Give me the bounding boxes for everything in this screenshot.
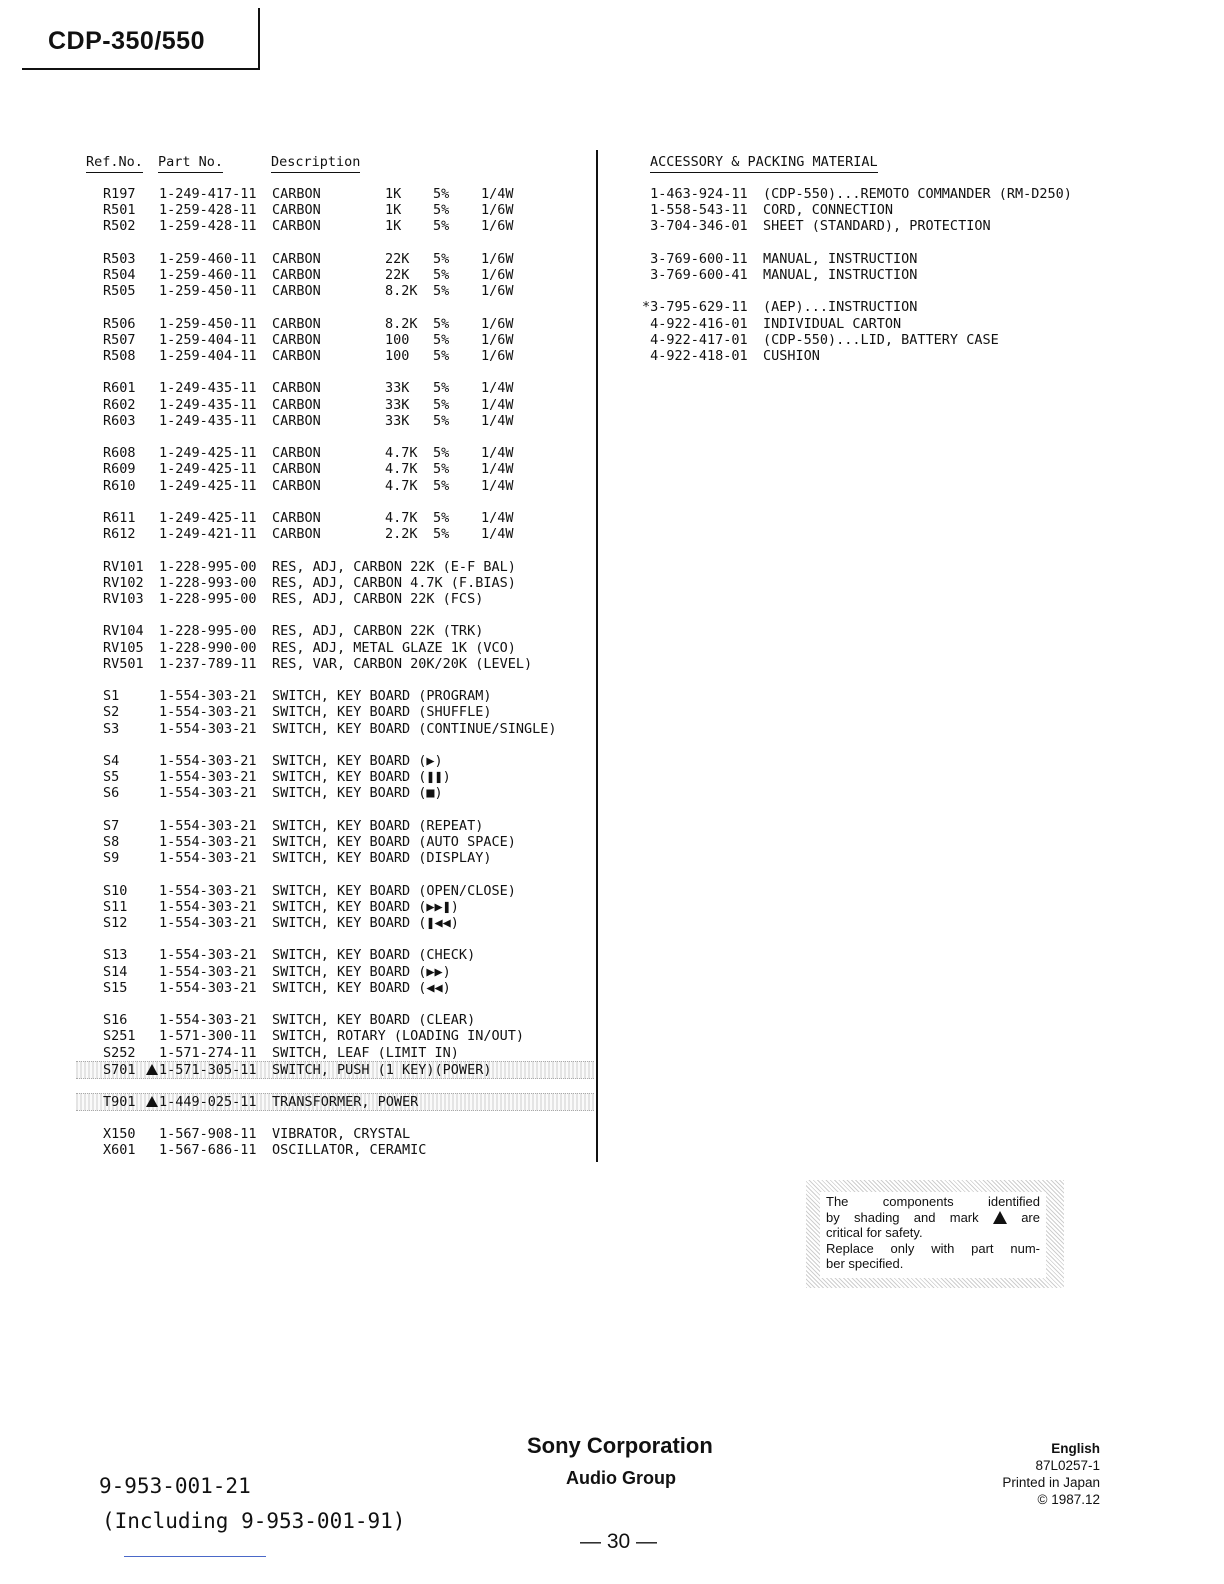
parts-cell-ref: S13 — [103, 947, 128, 964]
parts-cell-ref: RV105 — [103, 639, 144, 656]
parts-cell-ref: RV101 — [103, 558, 144, 575]
parts-cell-desc: CARBON — [272, 315, 321, 332]
parts-cell-desc: SWITCH, KEY BOARD (❚◀◀) — [272, 915, 459, 931]
parts-cell-desc: RES, ADJ, METAL GLAZE 1K (VCO) — [272, 639, 516, 656]
parts-cell-val: 4.7K — [385, 445, 418, 462]
parts-cell-val: 1K — [385, 202, 402, 219]
parts-cell-ref: S701 — [103, 1061, 136, 1078]
parts-cell-pw: 1/6W — [481, 348, 514, 364]
parts-cell-pw: 1/4W — [481, 396, 514, 413]
parts-cell-ref: S4 — [103, 753, 120, 769]
parts-cell-pn: 1-249-435-11 — [159, 396, 257, 413]
parts-cell-val: 8.2K — [385, 315, 418, 332]
parts-cell-ref: R601 — [103, 380, 136, 397]
parts-cell-ref: R507 — [103, 331, 136, 348]
parts-cell-pn: 1-228-995-00 — [159, 591, 257, 607]
parts-cell-val: 8.2K — [385, 283, 418, 300]
parts-cell-pn: 1-259-460-11 — [159, 250, 257, 267]
print-code: 87L0257-1 — [1035, 1458, 1100, 1473]
parts-cell-ref: S11 — [103, 898, 128, 915]
parts-cell-tol: 5% — [433, 412, 450, 429]
parts-cell-pn: 1-249-425-11 — [159, 477, 257, 494]
safety-notice-line: Replace only with part num- — [826, 1240, 1040, 1256]
parts-cell-ref: R508 — [103, 348, 136, 364]
column-header-description: Description — [271, 154, 360, 173]
safety-notice-line: ber specified. — [826, 1256, 904, 1271]
accessory-cell-pn: 4-922-418-01 — [642, 348, 748, 364]
parts-cell-ref: R504 — [103, 267, 136, 283]
parts-cell-ref: S5 — [103, 769, 120, 786]
parts-cell-pn: 1-228-995-00 — [159, 558, 257, 575]
parts-cell-desc: SWITCH, KEY BOARD (OPEN/CLOSE) — [272, 882, 516, 899]
parts-cell-pn: 1-554-303-21 — [159, 785, 257, 802]
accessory-heading: ACCESSORY & PACKING MATERIAL — [650, 154, 878, 173]
parts-cell-desc: TRANSFORMER, POWER — [272, 1094, 419, 1111]
parts-cell-tol: 5% — [433, 186, 450, 202]
parts-cell-pn: 1-249-425-11 — [159, 461, 257, 478]
parts-cell-val: 100 — [385, 331, 410, 348]
parts-cell-pn: 1-228-993-00 — [159, 574, 257, 591]
parts-cell-pn: 1-554-303-21 — [159, 898, 257, 915]
parts-cell-pw: 1/6W — [481, 315, 514, 332]
parts-cell-desc: SWITCH, KEY BOARD (CHECK) — [272, 947, 476, 964]
parts-cell-pn: 1-567-686-11 — [159, 1141, 257, 1158]
parts-cell-ref: RV104 — [103, 623, 144, 640]
parts-cell-pw: 1/4W — [481, 186, 514, 202]
parts-cell-desc: RES, ADJ, CARBON 22K (TRK) — [272, 623, 484, 640]
parts-cell-pn: 1-449-025-11 — [159, 1094, 257, 1111]
parts-cell-tol: 5% — [433, 510, 450, 526]
parts-cell-ref: S252 — [103, 1044, 136, 1061]
parts-cell-val: 4.7K — [385, 510, 418, 526]
parts-cell-desc: CARBON — [272, 510, 321, 526]
parts-cell-ref: S16 — [103, 1012, 128, 1029]
parts-list — [0, 0, 600, 1200]
parts-cell-ref: T901 — [103, 1094, 136, 1111]
parts-cell-pn: 1-259-428-11 — [159, 218, 257, 235]
parts-cell-ref: X150 — [103, 1125, 136, 1142]
parts-cell-desc: CARBON — [272, 445, 321, 462]
parts-cell-pn: 1-249-435-11 — [159, 380, 257, 397]
safety-notice-line — [826, 1210, 1040, 1226]
parts-cell-pw: 1/6W — [481, 202, 514, 219]
parts-cell-ref: S8 — [103, 834, 120, 850]
parts-cell-ref: R609 — [103, 461, 136, 478]
parts-cell-desc: SWITCH, LEAF (LIMIT IN) — [272, 1044, 459, 1061]
parts-cell-pn: 1-259-404-11 — [159, 331, 257, 348]
language-label: English — [1051, 1441, 1100, 1456]
parts-cell-desc: RES, ADJ, CARBON 22K (E-F BAL) — [272, 558, 516, 575]
parts-cell-pn: 1-554-303-21 — [159, 720, 257, 737]
parts-cell-pw: 1/4W — [481, 526, 514, 543]
parts-cell-pn: 1-228-990-00 — [159, 639, 257, 656]
parts-cell-desc: RES, ADJ, CARBON 22K (FCS) — [272, 591, 484, 607]
parts-row-safety-critical — [76, 1061, 594, 1079]
parts-cell-ref: R505 — [103, 283, 136, 300]
parts-cell-ref: S10 — [103, 882, 128, 899]
parts-cell-ref: S1 — [103, 688, 120, 705]
parts-cell-tol: 5% — [433, 315, 450, 332]
accessory-cell-desc: SHEET (STANDARD), PROTECTION — [763, 218, 991, 235]
parts-cell-tol: 5% — [433, 283, 450, 300]
parts-cell-pn: 1-567-908-11 — [159, 1125, 257, 1142]
safety-notice-line: The components identified — [826, 1194, 1040, 1209]
parts-cell-pn: 1-249-421-11 — [159, 526, 257, 543]
page-number-value: 30 — [606, 1530, 631, 1553]
parts-cell-tol: 5% — [433, 202, 450, 219]
accessory-cell-desc: INDIVIDUAL CARTON — [763, 315, 902, 332]
column-header-ref-no: Ref.No. — [86, 154, 143, 173]
parts-cell-pn: 1-554-303-21 — [159, 688, 257, 705]
parts-cell-pw: 1/6W — [481, 267, 514, 283]
parts-cell-pn: 1-554-303-21 — [159, 753, 257, 769]
parts-cell-pn: 1-259-404-11 — [159, 348, 257, 364]
parts-cell-ref: S3 — [103, 720, 120, 737]
parts-row-safety-critical — [76, 1093, 594, 1111]
parts-cell-desc: CARBON — [272, 250, 321, 267]
safety-notice-line: critical for safety. — [826, 1225, 923, 1240]
parts-cell-pn: 1-259-460-11 — [159, 267, 257, 283]
parts-cell-desc: SWITCH, KEY BOARD (◀◀) — [272, 979, 451, 996]
parts-cell-desc: SWITCH, KEY BOARD (CLEAR) — [272, 1012, 476, 1029]
parts-cell-val: 22K — [385, 267, 410, 283]
parts-cell-desc: CARBON — [272, 348, 321, 364]
parts-cell-tol: 5% — [433, 331, 450, 348]
parts-cell-pn: 1-554-303-21 — [159, 979, 257, 996]
parts-cell-desc: OSCILLATOR, CERAMIC — [272, 1141, 427, 1158]
parts-cell-val: 33K — [385, 412, 410, 429]
parts-cell-val: 22K — [385, 250, 410, 267]
parts-cell-pn: 1-554-303-21 — [159, 963, 257, 980]
accessory-cell-pn: 3-769-600-41 — [642, 267, 748, 283]
parts-cell-desc: SWITCH, KEY BOARD (REPEAT) — [272, 817, 484, 834]
parts-cell-desc: CARBON — [272, 412, 321, 429]
accessory-cell-pn: 1-463-924-11 — [642, 186, 748, 202]
parts-cell-pn: 1-249-435-11 — [159, 412, 257, 429]
parts-cell-desc: SWITCH, KEY BOARD (▶) — [272, 753, 443, 769]
parts-cell-val: 4.7K — [385, 477, 418, 494]
parts-cell-desc: SWITCH, KEY BOARD (▶▶) — [272, 963, 451, 980]
parts-cell-pn: 1-259-450-11 — [159, 315, 257, 332]
parts-cell-ref: R602 — [103, 396, 136, 413]
parts-cell-desc: SWITCH, ROTARY (LOADING IN/OUT) — [272, 1028, 524, 1045]
parts-cell-tol: 5% — [433, 445, 450, 462]
parts-cell-desc: SWITCH, KEY BOARD (▶▶❚) — [272, 898, 459, 915]
parts-cell-pn: 1-249-425-11 — [159, 445, 257, 462]
parts-cell-pw: 1/6W — [481, 283, 514, 300]
parts-cell-pn: 1-554-303-21 — [159, 882, 257, 899]
copyright: © 1987.12 — [1037, 1492, 1100, 1507]
safety-notice-text — [820, 1192, 1046, 1278]
parts-cell-desc: RES, VAR, CARBON 20K/20K (LEVEL) — [272, 655, 533, 672]
warning-triangle-icon — [146, 1064, 158, 1075]
parts-cell-ref: R503 — [103, 250, 136, 267]
accessory-cell-pn: 1-558-543-11 — [642, 202, 748, 219]
accessory-cell-desc: CORD, CONNECTION — [763, 202, 894, 219]
accessory-cell-desc: (CDP-550)...REMOTO COMMANDER (RM-D250) — [763, 186, 1072, 202]
parts-cell-ref: RV103 — [103, 591, 144, 607]
parts-cell-desc: SWITCH, KEY BOARD (❚❚) — [272, 769, 451, 786]
page-number: — 30 — — [580, 1530, 658, 1553]
parts-cell-pw: 1/6W — [481, 218, 514, 235]
parts-cell-ref: S7 — [103, 817, 120, 834]
parts-cell-pn: 1-571-300-11 — [159, 1028, 257, 1045]
parts-cell-pw: 1/4W — [481, 380, 514, 397]
parts-cell-ref: RV501 — [103, 655, 144, 672]
parts-cell-ref: S6 — [103, 785, 120, 802]
parts-cell-pw: 1/6W — [481, 331, 514, 348]
parts-cell-desc: SWITCH, KEY BOARD (AUTO SPACE) — [272, 834, 516, 850]
parts-cell-val: 1K — [385, 218, 402, 235]
parts-cell-desc: SWITCH, KEY BOARD (PROGRAM) — [272, 688, 492, 705]
parts-cell-val: 4.7K — [385, 461, 418, 478]
parts-cell-ref: R608 — [103, 445, 136, 462]
parts-cell-desc: CARBON — [272, 186, 321, 202]
accessory-cell-desc: (CDP-550)...LID, BATTERY CASE — [763, 331, 999, 348]
parts-cell-desc: CARBON — [272, 477, 321, 494]
parts-cell-pw: 1/4W — [481, 510, 514, 526]
warning-triangle-icon — [993, 1211, 1007, 1224]
parts-cell-tol: 5% — [433, 218, 450, 235]
parts-cell-pn: 1-554-303-21 — [159, 915, 257, 931]
parts-cell-ref: S251 — [103, 1028, 136, 1045]
parts-cell-pn: 1-249-417-11 — [159, 186, 257, 202]
parts-cell-tol: 5% — [433, 267, 450, 283]
parts-cell-pn: 1-554-303-21 — [159, 769, 257, 786]
parts-cell-tol: 5% — [433, 396, 450, 413]
parts-cell-pn: 1-554-303-21 — [159, 947, 257, 964]
print-metadata — [1002, 1440, 1100, 1508]
parts-cell-desc: CARBON — [272, 283, 321, 300]
parts-cell-ref: S12 — [103, 915, 128, 931]
parts-cell-desc: CARBON — [272, 380, 321, 397]
parts-cell-pn: 1-571-305-11 — [159, 1061, 257, 1078]
parts-cell-val: 1K — [385, 186, 402, 202]
parts-cell-desc: SWITCH, KEY BOARD (DISPLAY) — [272, 850, 492, 867]
parts-cell-ref: R610 — [103, 477, 136, 494]
parts-cell-ref: RV102 — [103, 574, 144, 591]
parts-cell-pw: 1/4W — [481, 412, 514, 429]
parts-cell-pw: 1/4W — [481, 445, 514, 462]
parts-cell-pn: 1-554-303-21 — [159, 817, 257, 834]
accessory-cell-desc: (AEP)...INSTRUCTION — [763, 299, 918, 316]
safety-notice-line-part: are — [1021, 1209, 1040, 1225]
parts-cell-pn: 1-554-303-21 — [159, 850, 257, 867]
accessory-cell-desc: CUSHION — [763, 348, 820, 364]
parts-cell-tol: 5% — [433, 477, 450, 494]
parts-cell-tol: 5% — [433, 526, 450, 543]
parts-cell-desc: RES, ADJ, CARBON 4.7K (F.BIAS) — [272, 574, 516, 591]
parts-cell-pn: 1-259-428-11 — [159, 202, 257, 219]
parts-cell-desc: CARBON — [272, 267, 321, 283]
parts-cell-pn: 1-259-450-11 — [159, 283, 257, 300]
parts-cell-val: 33K — [385, 396, 410, 413]
safety-notice-line-part: by shading and mark — [826, 1209, 979, 1225]
accessory-cell-desc: MANUAL, INSTRUCTION — [763, 250, 918, 267]
parts-cell-ref: R611 — [103, 510, 136, 526]
division-name: Audio Group — [566, 1468, 676, 1488]
parts-cell-val: 33K — [385, 380, 410, 397]
parts-cell-tol: 5% — [433, 461, 450, 478]
parts-cell-pn: 1-571-274-11 — [159, 1044, 257, 1061]
parts-cell-tol: 5% — [433, 250, 450, 267]
accessory-cell-pn: 3-769-600-11 — [642, 250, 748, 267]
parts-cell-tol: 5% — [433, 348, 450, 364]
parts-cell-ref: R502 — [103, 218, 136, 235]
accessory-cell-pn: *3-795-629-11 — [642, 299, 748, 316]
accessory-cell-pn: 3-704-346-01 — [642, 218, 748, 235]
printed-in: Printed in Japan — [1002, 1475, 1100, 1490]
warning-triangle-icon — [146, 1096, 158, 1107]
parts-cell-pn: 1-228-995-00 — [159, 623, 257, 640]
parts-cell-pn: 1-249-425-11 — [159, 510, 257, 526]
parts-cell-desc: SWITCH, KEY BOARD (■) — [272, 785, 443, 802]
parts-cell-desc: SWITCH, KEY BOARD (CONTINUE/SINGLE) — [272, 720, 557, 737]
parts-cell-desc: CARBON — [272, 526, 321, 543]
parts-cell-ref: S2 — [103, 704, 120, 721]
parts-cell-pn: 1-554-303-21 — [159, 1012, 257, 1029]
parts-cell-desc: CARBON — [272, 396, 321, 413]
underline-mark — [124, 1556, 266, 1557]
parts-cell-val: 2.2K — [385, 526, 418, 543]
document-including: (Including 9-953-001-91) — [102, 1509, 406, 1533]
parts-cell-desc: CARBON — [272, 202, 321, 219]
parts-cell-desc: CARBON — [272, 218, 321, 235]
column-header-part-no: Part No. — [158, 154, 223, 173]
model-title: CDP-350/550 — [48, 27, 205, 55]
parts-cell-tol: 5% — [433, 380, 450, 397]
parts-cell-pn: 1-237-789-11 — [159, 655, 257, 672]
parts-cell-ref: R197 — [103, 186, 136, 202]
accessory-cell-desc: MANUAL, INSTRUCTION — [763, 267, 918, 283]
company-name: Sony Corporation — [527, 1433, 713, 1458]
safety-notice — [806, 1180, 1064, 1288]
parts-cell-desc: SWITCH, PUSH (1 KEY)(POWER) — [272, 1061, 492, 1078]
parts-cell-ref: S9 — [103, 850, 120, 867]
parts-cell-val: 100 — [385, 348, 410, 364]
parts-cell-ref: X601 — [103, 1141, 136, 1158]
parts-cell-ref: S15 — [103, 979, 128, 996]
accessory-cell-pn: 4-922-416-01 — [642, 315, 748, 332]
parts-cell-ref: S14 — [103, 963, 128, 980]
document-number: 9-953-001-21 — [99, 1474, 251, 1498]
parts-cell-ref: R612 — [103, 526, 136, 543]
parts-cell-pw: 1/4W — [481, 461, 514, 478]
parts-cell-pn: 1-554-303-21 — [159, 704, 257, 721]
parts-cell-desc: VIBRATOR, CRYSTAL — [272, 1125, 411, 1142]
accessory-cell-pn: 4-922-417-01 — [642, 331, 748, 348]
parts-cell-ref: R603 — [103, 412, 136, 429]
parts-cell-pw: 1/6W — [481, 250, 514, 267]
parts-cell-ref: R506 — [103, 315, 136, 332]
parts-cell-desc: CARBON — [272, 331, 321, 348]
parts-cell-pw: 1/4W — [481, 477, 514, 494]
parts-cell-desc: CARBON — [272, 461, 321, 478]
parts-cell-ref: R501 — [103, 202, 136, 219]
parts-cell-desc: SWITCH, KEY BOARD (SHUFFLE) — [272, 704, 492, 721]
parts-cell-pn: 1-554-303-21 — [159, 834, 257, 850]
